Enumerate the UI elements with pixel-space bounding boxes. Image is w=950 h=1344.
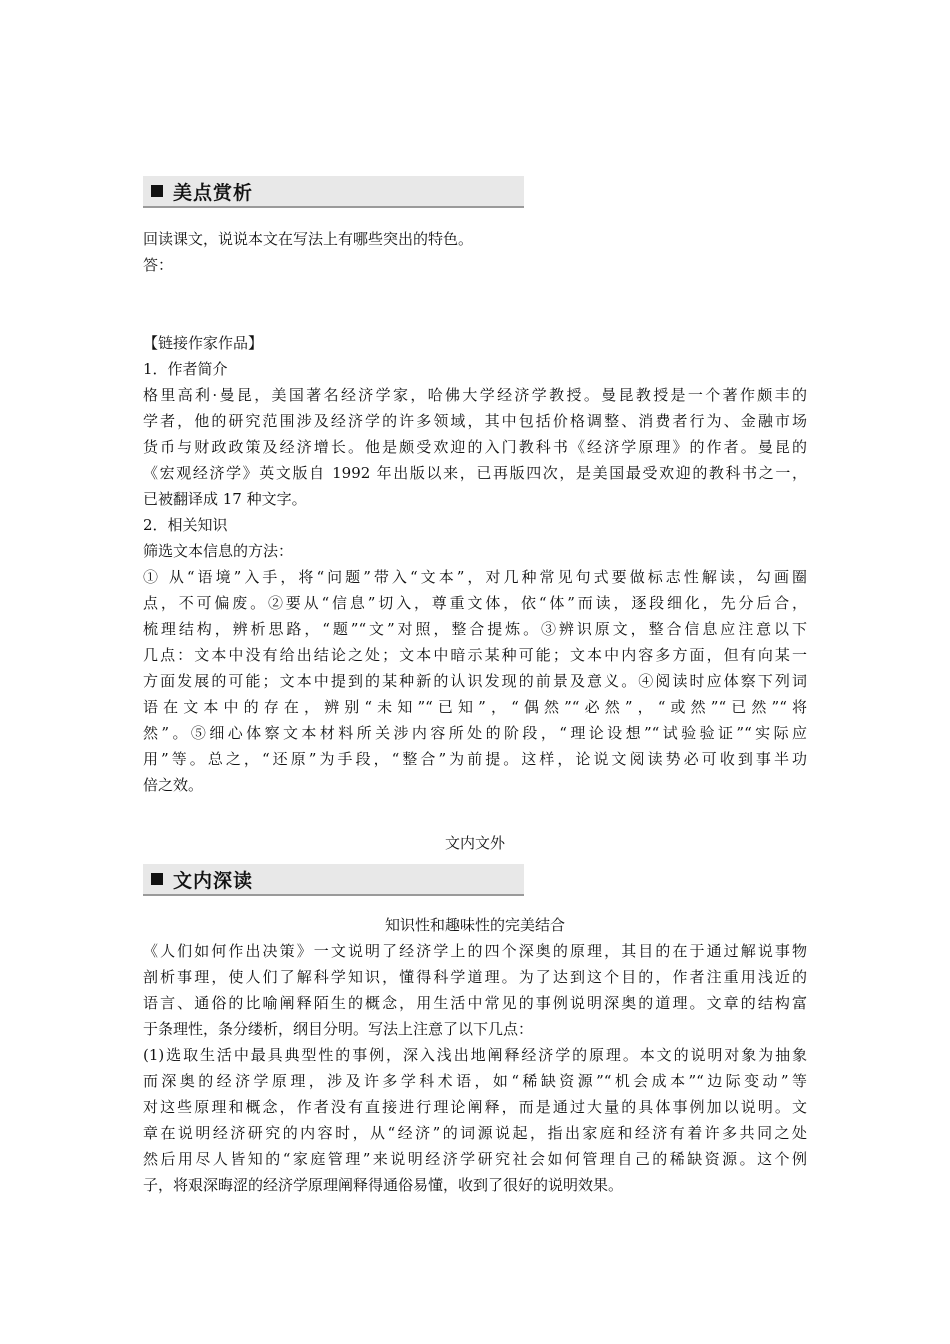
paragraph-line: 子，将艰深晦涩的经济学原理阐释得通俗易懂，收到了很好的说明效果。 [143, 1176, 624, 1194]
link-heading: 【链接作家作品】 [143, 334, 264, 352]
paragraph-line: 章在说明经济研究的内容时，从“经济”的词源说起，指出家庭和经济有着许多共同之处 [143, 1124, 807, 1142]
essay-title: 知识性和趣味性的完美结合 [384, 916, 565, 934]
paragraph-line: 格里高利·曼昆，美国著名经济学家，哈佛大学经济学教授。曼昆教授是一个著作颇丰的 [143, 386, 807, 404]
paragraph-line: 梳理结构，辨析思路，“题”“文”对照，整合提炼。③辨识原文，整合信息应注意以下 [143, 620, 807, 638]
section-title: 文内深读 [173, 869, 254, 892]
paragraph-line: 然”。⑤细心体察文本材料所关涉内容所处的阶段，“理论设想”“试验验证”“实际应 [143, 724, 807, 742]
paragraph-line: 语言、通俗的比喻阐释陌生的概念，用生活中常见的事例说明深奥的道理。文章的结构富 [143, 994, 807, 1012]
answer-label: 答： [143, 256, 174, 274]
section-header-deep-reading [143, 864, 524, 896]
paragraph-line: 已被翻译成 17 种文字。 [143, 490, 307, 508]
paragraph-line: 于条理性，条分缕析，纲目分明。写法上注意了以下几点： [143, 1020, 534, 1038]
paragraph-line: 方面发展的可能；文本中提到的某种新的认识发现的前景及意义。④阅读时应体察下列词 [143, 672, 807, 690]
author-heading: 1．作者简介 [143, 360, 228, 378]
square-bullet-icon [151, 873, 163, 885]
paragraph-line: 然后用尽人皆知的“家庭管理”来说明经济学研究社会如何管理自己的稀缺资源。这个例 [143, 1150, 807, 1168]
essay-block [143, 938, 807, 1198]
author-works-block [143, 330, 807, 798]
paragraph-line: 用”等。总之，“还原”为手段，“整合”为前提。这样，论说文阅读势必可收到事半功 [143, 750, 807, 768]
question-text: 回读课文，说说本文在写法上有哪些突出的特色。 [143, 230, 474, 248]
paragraph-line: (1)选取生活中最具典型性的事例，深入浅出地阐释经济学的原理。本文的说明对象为抽象 [143, 1046, 807, 1064]
paragraph-line: 《宏观经济学》英文版自 1992 年出版以来，已再版四次，是美国最受欢迎的教科书之一， [143, 464, 807, 482]
paragraph-line: ① 从“语境”入手，将“问题”带入“文本”，对几种常见句式要做标志性解读，勾画圈 [143, 568, 807, 586]
paragraph-line: 点，不可偏废。②要从“信息”切入，尊重文体，依“体”而读，逐段细化，先分后合， [143, 594, 807, 612]
method-intro: 筛选文本信息的方法： [143, 542, 294, 560]
paragraph-line: 货币与财政政策及经济增长。他是颇受欢迎的入门教科书《经济学原理》的作者。曼昆的 [143, 438, 807, 456]
paragraph-line: 几点：文本中没有给出结论之处；文本中暗示某种可能；文本中内容多方面，但有向某一 [143, 646, 807, 664]
paragraph-line: 《人们如何作出决策》一文说明了经济学上的四个深奥的原理，其目的在于通过解说事物 [143, 942, 807, 960]
knowledge-heading: 2．相关知识 [143, 516, 228, 534]
paragraph-line: 对这些原理和概念，作者没有直接进行理论阐释，而是通过大量的具体事例加以说明。文 [143, 1098, 807, 1116]
paragraph-line: 倍之效。 [143, 776, 204, 794]
paragraph-line: 语在文本中的存在，辨别“未知”“已知”，“偶然”“必然”，“或然”“已然”“将 [143, 698, 807, 716]
paragraph-line: 学者，他的研究范围涉及经济学的许多领域，其中包括价格调整、消费者行为、金融市场 [143, 412, 807, 430]
square-bullet-icon [151, 185, 163, 197]
question-block [143, 226, 807, 278]
section-title: 美点赏析 [173, 181, 254, 204]
part-title: 文内文外 [444, 834, 505, 852]
section-header-appreciation [143, 176, 524, 208]
paragraph-line: 而深奥的经济学原理，涉及许多学科术语，如“稀缺资源”“机会成本”“边际变动”等 [143, 1072, 807, 1090]
paragraph-line: 剖析事理，使人们了解科学知识，懂得科学道理。为了达到这个目的，作者注重用浅近的 [143, 968, 807, 986]
